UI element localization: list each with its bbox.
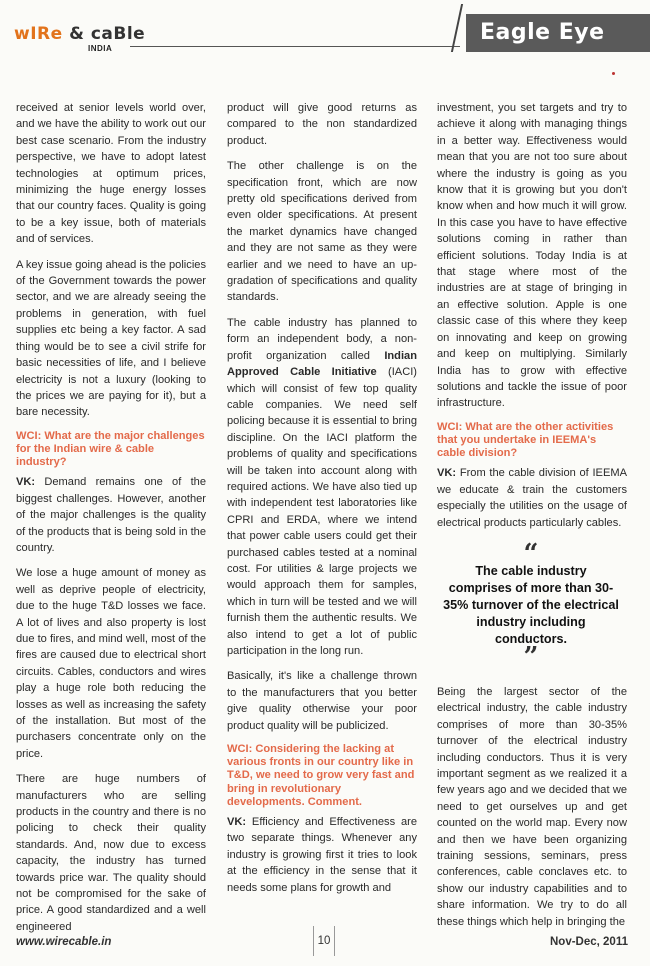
print-speck xyxy=(612,72,615,75)
open-quote-icon: “ xyxy=(523,538,539,569)
paragraph: Being the largest sector of the electrical industry, the cable industry comprises of more than 30-35% turnover of the electrical industry including conductors. Thus it is very important segment as we realized it a few years ago and we decided that we need to get ourselves up and get counted on the world map. Every now and then we have been organizing training sessions, seminars, press conferences, cable conclaves etc. to show our industry capabilities and to share information. We try to do all these things which help in bringing the xyxy=(437,685,627,928)
pull-quote xyxy=(443,538,619,672)
article-column-2 xyxy=(227,100,417,905)
paragraph xyxy=(227,315,417,660)
website-url[interactable]: www.wirecable.in xyxy=(16,936,112,948)
issue-date: Nov-Dec, 2011 xyxy=(550,936,628,948)
logo-india-text: INDIA xyxy=(88,44,113,53)
interview-answer xyxy=(437,465,627,531)
answer-text: From the cable division of IEEMA we educate & train the customers especially the utilities on the usage of electrical products particularly cables. xyxy=(437,467,627,529)
paragraph-text: The cable industry has planned to form an independent body, a non-profit organization called xyxy=(227,316,417,362)
paragraph: Basically, it's like a challenge thrown to the manufacturers that you better give quality otherwise your poor product quality will be publicized. xyxy=(227,670,417,732)
wire-cable-logo xyxy=(14,26,145,54)
paragraph: We lose a huge amount of money as well as deprive people of electricity, due to the huge T&D losses we face. A lot of lives and also property is lost due to fires, and mind well, most of the fires are caused due to electrical short circuits. Cables, conductors and wires play a huge role both reducing the losses as well as increasing the safety of the installation. But most of the purchasers concentrate only on the price. xyxy=(16,567,206,760)
paragraph: A key issue going ahead is the policies of the Government towards the power sector, and we are already seeing the problems in generation, with fuel supplies etc being a key factor. A sad thing would be to see a civil strife for basic necessities of life, and I believe electricity is not a luxury (looking to the prices we are paying for it), but a bare necessity. xyxy=(16,258,206,419)
header-divider xyxy=(130,46,460,47)
logo-wire-text: wIRe xyxy=(14,24,63,44)
speaker-label: VK: xyxy=(437,467,457,480)
paragraph: received at senior levels world over, and we have the ability to work out our best case scenario. From the industry perspective, we have to adopt latest technologies at optimum prices, minimizing the huge energy losses that our country faces. Quality is going to be a key issue, both of materials and of services. xyxy=(16,102,206,246)
speaker-label: VK: xyxy=(16,476,36,489)
article-column-3 xyxy=(437,100,627,939)
paragraph-text: (IACI) which will consist of few top quality cable companies. We need self policing because it is essential to bring discipline. On the IACI platform the problems of quality and specifications will be taken into account along with required actions. We have also tied up with independent test laboratories like CPRI and ERDA, where we intend that power cable users could get their purchased cables tested at a nominal cost. For utilities & large projects we would approach them for samples, which in turn will be tested and we will furnish them the authentic results. We also intend to get a lot of public participation in the long run. xyxy=(227,366,417,657)
close-quote-icon: ” xyxy=(523,641,539,672)
pull-quote-text: The cable industry comprises of more than 30-35% turnover of the electrical industry including conductors. xyxy=(443,563,619,646)
article-column-1 xyxy=(16,100,206,944)
section-title: Eagle Eye xyxy=(466,14,650,52)
interview-question: WCI: What are the major challenges for the Indian wire & cable industry? xyxy=(16,429,205,469)
paragraph: product will give good returns as compared to the non standardized product. xyxy=(227,102,417,147)
speaker-label: VK: xyxy=(227,816,247,829)
page-footer xyxy=(0,920,650,966)
header-slash-divider xyxy=(451,4,463,52)
interview-answer xyxy=(227,814,417,896)
page-header xyxy=(0,0,650,70)
answer-text: Demand remains one of the biggest challenges. However, another of the major challenges is the quality of the products that is being sold in the country. xyxy=(16,476,206,554)
answer-text: Efficiency and Effectiveness are two separate things. Whenever any industry is growing first it tries to look at the efficiency in the sense that it needs some plans for growth and xyxy=(227,816,417,894)
paragraph: There are huge numbers of manufacturers who are selling products in the country and there is no policing to check their quality standards. And, now due to excess capacity, the industry has turned towards price war. The quality should not be compromised for the sake of price. A good standardized and a well engineered xyxy=(16,773,206,933)
page-number: 10 xyxy=(313,926,335,956)
logo-cable-text: caBle xyxy=(90,24,146,44)
paragraph: The other challenge is on the specification front, which are now pretty old specifications derived from even older specifications. At present the market dynamics have changed and they are not same as they were earlier and we need to have an up-gradation of specifications and quality standards. xyxy=(227,160,417,304)
logo-ampersand: & xyxy=(69,24,85,44)
interview-question: WCI: What are the other activities that you undertake in IEEMA's cable division? xyxy=(437,420,614,460)
interview-answer xyxy=(16,474,206,556)
interview-question: WCI: Considering the lacking at various fronts in our country like in T&D, we need to grow very fast and bring in revolutionary developments. Comment. xyxy=(227,743,415,808)
paragraph: investment, you set targets and try to achieve it along with managing things in a better way. Effectiveness would mean that you are not too sure about where the industry is going as you know that it is growing but you don't know when and how much it will grow. In this case you have to have effective solutions coming in rather than efficient solutions. Today India is at that stage where most of the industries are at stage of bringing in an effective solution. Apple is one classic case of this where they keep on innovating and keep on growing and keep on multiplying. Similarly India has to grow with effective solutions and tackle the issue of poor infrastructure. xyxy=(437,102,627,410)
organization-name: Indian Approved Cable Initiative xyxy=(227,349,417,379)
